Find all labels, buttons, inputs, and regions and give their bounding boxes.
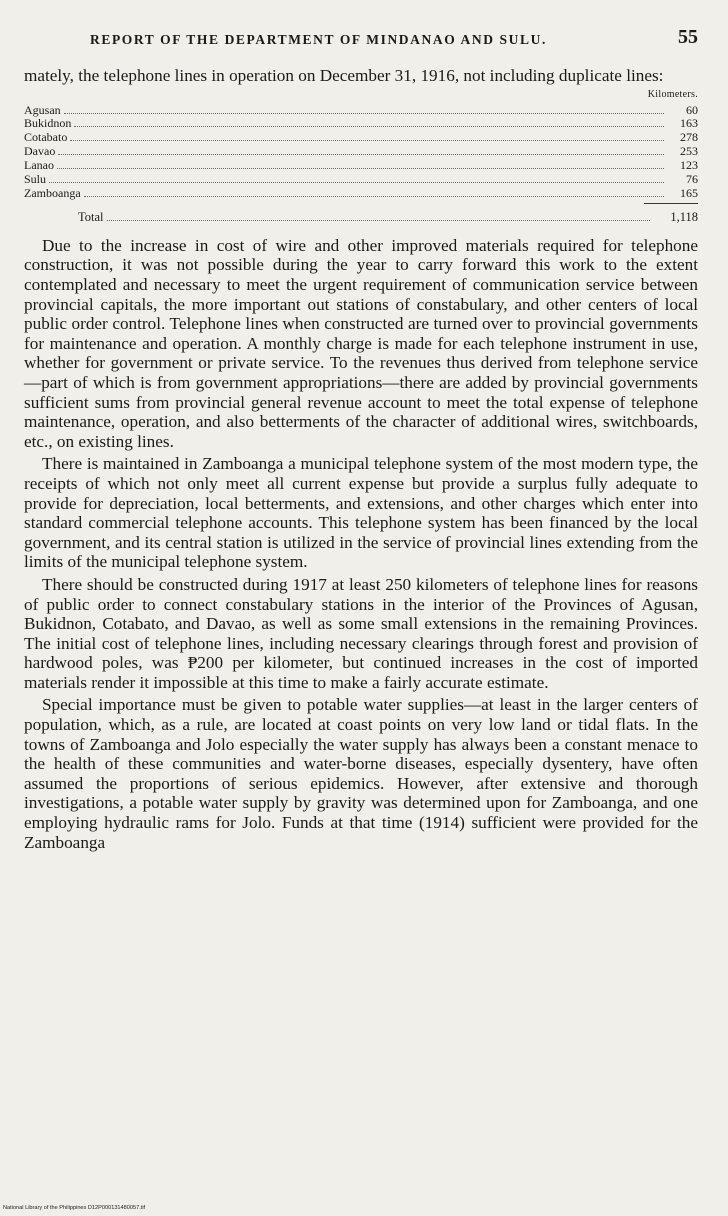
kilometers-value: 76 bbox=[686, 172, 698, 187]
province-name: Lanao bbox=[24, 158, 54, 173]
body-paragraph: Special importance must be given to potable water supplies—at least in the larger centers of population, which, as a rule, are located at coast points on very low land or tidal flats. In the towns of Zamboanga and Jolo especially the water supply has always been a constant menace to the health of these communities and water-borne diseases, especially dysentery, have often assumed the proportions of serious epidemics. However, after extensive and thorough investigations, a potable water supply by gravity was determined upon for Zamboanga, and one employing hydraulic rams for Jolo. Funds at that time (1914) sufficient were provided for the Zamboanga bbox=[24, 695, 698, 852]
page-number: 55 bbox=[678, 26, 698, 48]
table-row bbox=[24, 103, 698, 117]
province-name: Zamboanga bbox=[24, 185, 81, 200]
dot-leader bbox=[58, 154, 664, 155]
kilometers-value: 163 bbox=[680, 116, 698, 131]
document-page bbox=[24, 24, 698, 852]
kilometers-value: 278 bbox=[680, 130, 698, 145]
body-paragraph: There is maintained in Zamboanga a municipal telephone system of the most modern type, the receipts of which not only meet all current expense but provide a surplus fully adequate to provide for depreciation, local betterments, and extensions, and other charges which enter into standard commercial telephone accounts. This telephone system has been financed by the local government, and its central station is utilized in the service of provincial lines extending from the limits of the municipal telephone system. bbox=[24, 454, 698, 572]
kilometers-value: 253 bbox=[680, 144, 698, 159]
body-paragraph: There should be constructed during 1917 at least 250 kilometers of telephone lines for reasons of public order to connect constabulary stations in the interior of the Provinces of Agusan, Bukidnon, Cotabato, and Davao, as well as some small extensions in the remaining Provinces. The initial cost of telephone lines, including necessary clearings through forest and provision of hardwood poles, was ₱200 per kilometer, but continued increases in the cost of imported materials render it impossible at this time to make a fairly accurate estimate. bbox=[24, 574, 698, 692]
telephone-lines-table bbox=[24, 89, 698, 230]
kilometers-value: 165 bbox=[680, 185, 698, 200]
province-name: Davao bbox=[24, 144, 56, 159]
dot-leader bbox=[74, 126, 664, 127]
dot-leader bbox=[49, 182, 664, 183]
dot-leader bbox=[57, 168, 664, 169]
table-row bbox=[24, 186, 698, 200]
province-name: Sulu bbox=[24, 172, 47, 187]
dot-leader bbox=[107, 220, 650, 221]
table-row bbox=[24, 144, 698, 158]
table-row bbox=[24, 116, 698, 130]
scan-footer: National Library of the Philippines D12P000131480057.tif bbox=[3, 1205, 146, 1211]
table-total-row bbox=[24, 210, 698, 230]
kilometers-value: 60 bbox=[686, 102, 698, 117]
table-row bbox=[24, 172, 698, 186]
dot-leader bbox=[84, 196, 664, 197]
province-name: Agusan bbox=[24, 102, 61, 117]
body-paragraph: Due to the increase in cost of wire and other improved materials required for telephone construction, it was not possible during the year to carry forward this work to the extent contemplated and necessary to meet the urgent requirement of communication service between provincial capitals, the more important out stations of constabulary, and other centers of local public order control. Telephone lines when constructed are turned over to provincial governments for maintenance and operation. A monthly charge is made for each telephone instrument in use, whether for government or private service. To the revenues thus derived from telephone service—part of which is from government appropriations—there are added by provincial governments sufficient sums from provincial general revenue account to meet the total expense of telephone maintenance, operation, and also betterments of the character of additional wires, switchboards, etc., on existing lines. bbox=[24, 235, 698, 451]
running-header bbox=[24, 24, 698, 58]
table-unit-label: Kilometers. bbox=[647, 88, 698, 100]
province-name: Bukidnon bbox=[24, 116, 72, 131]
total-value: 1,118 bbox=[670, 209, 698, 224]
table-row bbox=[24, 158, 698, 172]
province-name: Cotabato bbox=[24, 130, 68, 145]
kilometers-value: 123 bbox=[680, 158, 698, 173]
lead-paragraph: mately, the telephone lines in operation on December 31, 1916, not including duplicate lines: bbox=[24, 66, 664, 85]
header-title: REPORT OF THE DEPARTMENT OF MINDANAO AND SULU. bbox=[90, 32, 547, 47]
sum-rule bbox=[644, 203, 698, 204]
total-label: Total bbox=[78, 209, 104, 224]
table-row bbox=[24, 130, 698, 144]
dot-leader bbox=[64, 113, 664, 114]
dot-leader bbox=[70, 140, 664, 141]
